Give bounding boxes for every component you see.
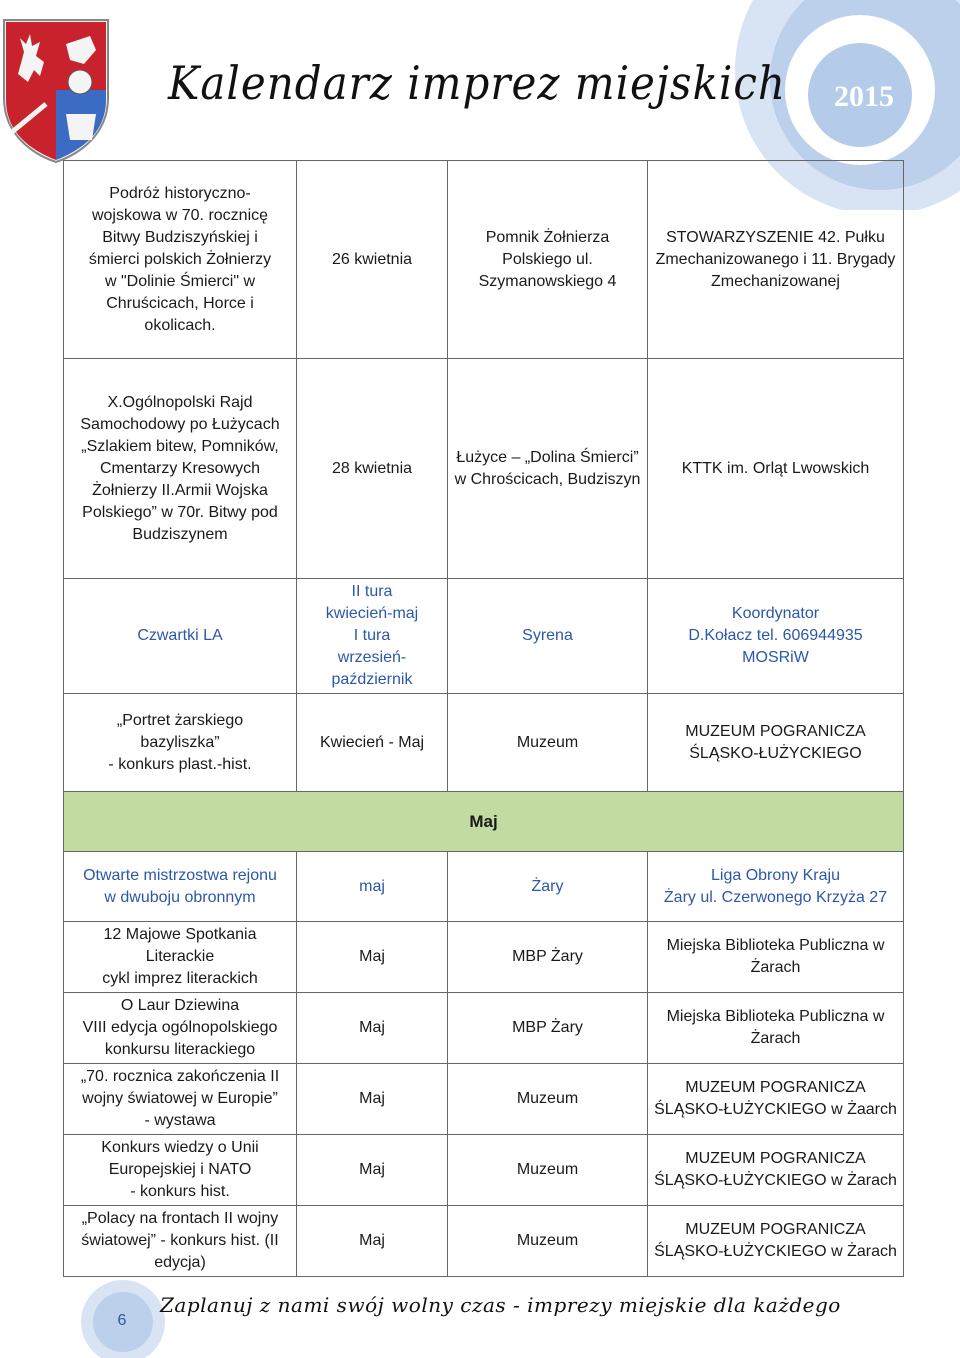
organizer-line: Żary ul. Czerwonego Krzyża 27 (663, 888, 888, 906)
organizer-line: ŚLĄSKO-ŁUŻYCKIEGO w Żarach (654, 1243, 897, 1260)
place-cell: Pomnik Żołnierza Polskiego ul. Szymanowskiego 4 (448, 161, 648, 359)
date-line: kwiecień-maj (325, 605, 419, 622)
event-cell (64, 1206, 297, 1277)
place-cell: Syrena (448, 579, 648, 694)
events-table (63, 160, 904, 1277)
organizer-line: D.Kołacz tel. 606944935 (688, 627, 863, 644)
organizer-cell: STOWARZYSZENIE 42. Pułku Zmechanizowanego i 11. Brygady Zmechanizowanej (648, 161, 904, 359)
place-cell: Muzeum (448, 1206, 648, 1277)
event-line: - wystawa (144, 1112, 216, 1129)
event-cell: X.Ogólnopolski Rajd Samochodowy po Łużycach „Szlakiem bitew, Pomników, Cmentarzy Kresowych Żołnierzy II.Armii Wojska Polskiego” w 70r. Bitwy pod Budziszynem (64, 359, 297, 579)
table-row (64, 993, 904, 1064)
organizer-line: Żarach (750, 1030, 801, 1047)
event-line: Europejskiej i NATO (108, 1161, 252, 1178)
table-row (64, 1064, 904, 1135)
organizer-line: MUZEUM POGRANICZA (685, 722, 866, 740)
event-line: Konkurs wiedzy o Unii (101, 1139, 259, 1156)
place-cell: MBP Żary (448, 993, 648, 1064)
organizer-cell (648, 1206, 904, 1277)
organizer-cell (648, 852, 904, 922)
table-row (64, 579, 904, 694)
place-cell: Żary (448, 852, 648, 922)
event-line: „Portret żarskiego (116, 711, 244, 729)
table-row (64, 922, 904, 993)
event-line: konkursu literackiego (104, 1041, 256, 1058)
event-line: edycja) (154, 1254, 206, 1271)
place-cell: Muzeum (448, 1135, 648, 1206)
date-cell: Maj (297, 1064, 448, 1135)
event-line: „70. rocznica zakończenia II (80, 1068, 280, 1085)
organizer-cell (648, 1135, 904, 1206)
place-cell: MBP Żary (448, 922, 648, 993)
date-cell: Maj (297, 993, 448, 1064)
organizer-line: MUZEUM POGRANICZA (685, 1221, 866, 1238)
year-label: 2015 (834, 80, 894, 113)
page-title: Kalendarz imprez miejskich (168, 56, 786, 110)
event-line: bazyliszka” (140, 733, 220, 751)
event-line: cykl imprez literackich (102, 970, 258, 987)
organizer-line: MUZEUM POGRANICZA (685, 1150, 866, 1167)
event-line: - konkurs hist. (130, 1183, 230, 1200)
date-cell: Maj (297, 1135, 448, 1206)
organizer-cell: KTTK im. Orląt Lwowskich (648, 359, 904, 579)
event-cell (64, 852, 297, 922)
date-cell (297, 579, 448, 694)
organizer-line: MUZEUM POGRANICZA (685, 1079, 866, 1096)
table-row (64, 852, 904, 922)
organizer-cell (648, 694, 904, 792)
page-number: 6 (117, 1312, 127, 1329)
event-cell: Czwartki LA (64, 579, 297, 694)
event-cell (64, 922, 297, 993)
event-line: VIII edycja ogólnopolskiego (82, 1019, 278, 1036)
event-line: Otwarte mistrzostwa rejonu (83, 866, 277, 884)
table-row (64, 694, 904, 792)
organizer-cell (648, 993, 904, 1064)
date-line: wrzesień- (337, 649, 407, 666)
date-line: II tura (351, 583, 393, 600)
organizer-line: ŚLĄSKO-ŁUŻYCKIEGO w Żarach (654, 1172, 897, 1189)
place-cell: Muzeum (448, 1064, 648, 1135)
event-line: wojny światowej w Europie” (82, 1090, 278, 1107)
event-line: - konkurs plast.-hist. (108, 755, 252, 773)
organizer-cell (648, 922, 904, 993)
organizer-cell (648, 1064, 904, 1135)
organizer-line: MOSRiW (742, 649, 809, 666)
event-line: światowej” - konkurs hist. (II (81, 1232, 279, 1249)
event-cell (64, 694, 297, 792)
table-row (64, 1206, 904, 1277)
organizer-line: Koordynator (731, 605, 820, 622)
event-line: w dwuboju obronnym (104, 888, 256, 906)
organizer-line: Liga Obrony Kraju (711, 866, 840, 884)
organizer-line: Żarach (750, 959, 801, 976)
organizer-line: ŚLĄSKO-ŁUŻYCKIEGO w Żaarch (654, 1101, 897, 1118)
event-cell: Podróż historyczno-wojskowa w 70. rocznicę Bitwy Budziszyńskiej i śmierci polskich Żołnierzy w "Dolinie Śmierci" w Chruścicach, Horce i okolicach. (64, 161, 297, 359)
event-cell (64, 1135, 297, 1206)
table-row (64, 161, 904, 359)
organizer-line: Miejska Biblioteka Publiczna w (666, 937, 885, 954)
event-line: „Polacy na frontach II wojny (81, 1210, 279, 1227)
month-label: Maj (64, 792, 904, 852)
event-cell (64, 993, 297, 1064)
table-row (64, 1135, 904, 1206)
month-header-row (64, 792, 904, 852)
coat-of-arms-icon (0, 14, 112, 164)
date-cell: 28 kwietnia (297, 359, 448, 579)
date-cell: maj (297, 852, 448, 922)
footer-slogan: Zaplanuj z nami swój wolny czas - imprezy miejskie dla każdego (160, 1293, 841, 1317)
place-cell: Muzeum (448, 694, 648, 792)
event-line: O Laur Dziewina (120, 997, 240, 1014)
date-cell: 26 kwietnia (297, 161, 448, 359)
event-line: 12 Majowe Spotkania (103, 926, 257, 943)
place-cell: Łużyce – „Dolina Śmierci” w Chrościcach, Budziszyn (448, 359, 648, 579)
date-cell: Maj (297, 922, 448, 993)
date-line: I tura (353, 627, 391, 644)
date-line: październik (331, 671, 413, 688)
organizer-cell (648, 579, 904, 694)
event-cell (64, 1064, 297, 1135)
date-cell: Maj (297, 1206, 448, 1277)
date-cell: Kwiecień - Maj (297, 694, 448, 792)
event-line: Literackie (145, 948, 215, 965)
table-row (64, 359, 904, 579)
organizer-line: Miejska Biblioteka Publiczna w (666, 1008, 885, 1025)
organizer-line: ŚLĄSKO-ŁUŻYCKIEGO (689, 744, 862, 762)
